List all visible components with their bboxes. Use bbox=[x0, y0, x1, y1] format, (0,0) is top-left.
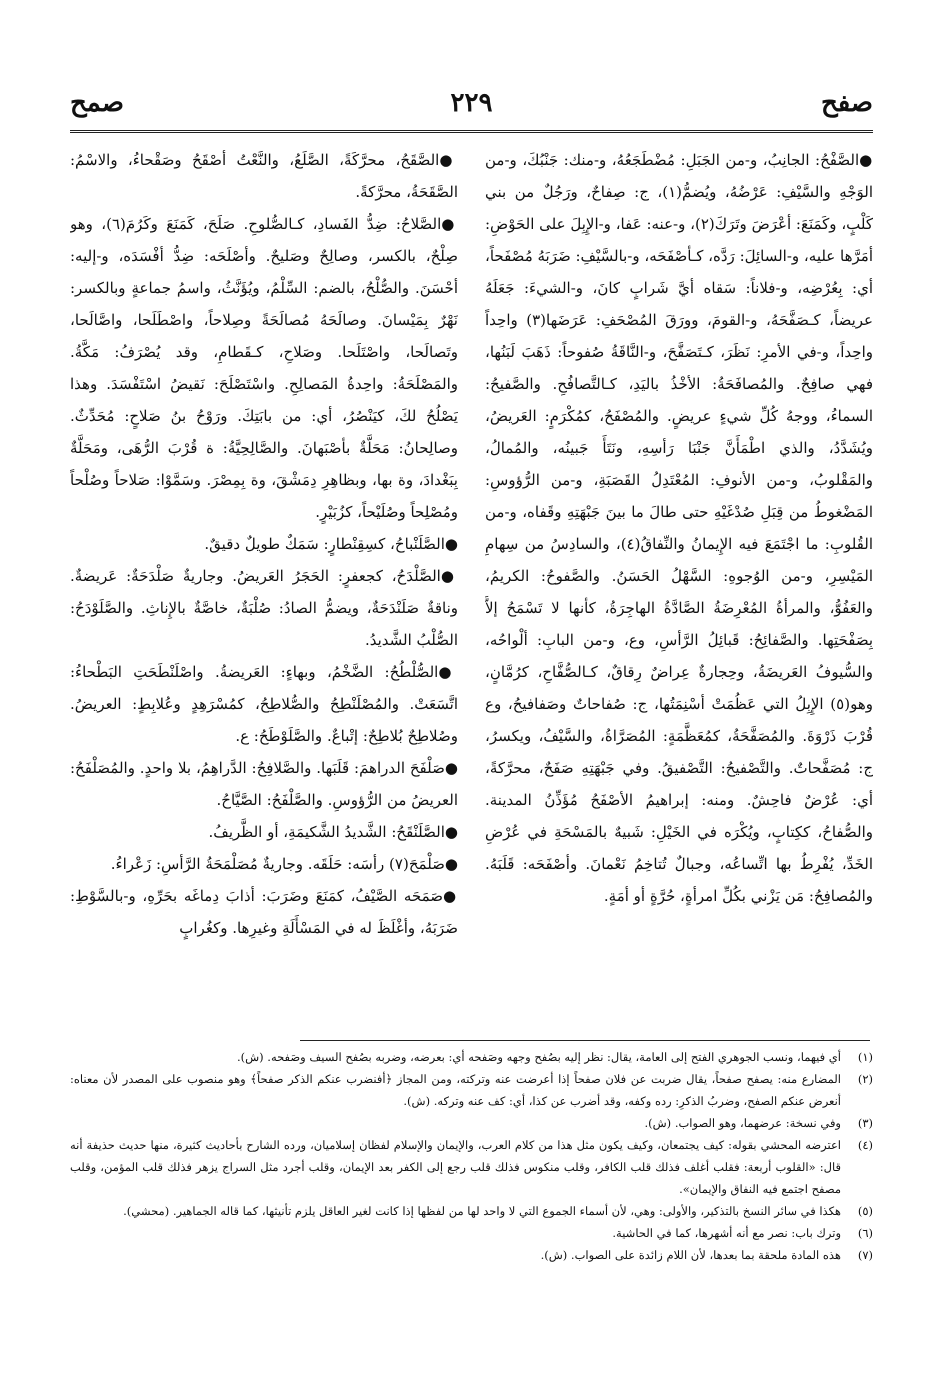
footnote bbox=[70, 1200, 873, 1222]
footnote-text: هكذا في سائر النسخ بالتذكير، والأولى: وهي، لأن أسماء الجموع التي لا واحد لها من لفظها إذا كانت لغير العاقل يلزم تأنيثها، كما قاله الجماهير. (محشي). bbox=[123, 1204, 841, 1218]
footnote-number: (١) bbox=[857, 1050, 873, 1064]
left-column bbox=[70, 144, 458, 1034]
footnote-number: (٦) bbox=[857, 1226, 873, 1240]
header-keyword-left: صمح bbox=[70, 88, 124, 118]
header-keyword-right: صفح bbox=[820, 88, 873, 118]
footnote-number: (٤) bbox=[857, 1138, 873, 1152]
footnote bbox=[70, 1244, 873, 1266]
footnote-number: (٧) bbox=[857, 1248, 873, 1262]
entry-samah: ●صَمَحَه الصَّيْفُ، كمَنَعَ وضَرَبَ: أذابَ دِماغَه بحَرِّهِ، و-بالسَّوْطِ: ضَرَبَهُ، وأغْلَظَ له في المَسْأَلَةِ وغيرِها. وكغُرابٍ bbox=[70, 887, 458, 937]
entry-sultuh: ●الصُّلْطُحُ: الضَّخْمُ، وبهاءٍ: العَريضةُ. واصْلَنْطَحَتِ البَطْحاءُ: اتَّسَعَتْ. والمُصْلَنْطِحُ والصُّلاطِحُ، كمُسْرَهِدٍ وعُلابِطٍ: العريضُ. وصُلاطِحٌ بُلاطِحٌ: إتْباعٌ. والصَّلَوْطَحُ: ع. bbox=[70, 663, 458, 745]
entry-saldah: ●الصَّلْدَحُ، كجعفرٍ: الحَجَرُ العَريضُ. وجاريةٌ صَلْدَحَةٌ: عَريضةٌ. وناقةٌ صَلَنْدَحَةٌ، ويضمُّ الصادُ: صُلْبَةٌ، خاصَّةٌ بالإِناثِ. والصَّلَوْدَحُ: الصُّلْبُ الشَّديدُ. bbox=[70, 567, 458, 649]
footnote-text: هذه المادة ملحقة بما بعدها، لأن اللام زائدة على الصواب. (ش). bbox=[540, 1248, 841, 1262]
footnote-number: (٣) bbox=[857, 1116, 873, 1130]
footnote-number: (٢) bbox=[857, 1072, 873, 1086]
entry-salah: ●الصَّلاحُ: ضِدُّ الفَسادِ، كـالصُّلوحِ. صَلَحَ، كَمَنَعَ وكَرُمَ(٦)، وهو صِلْحٌ، بالكسر، وصالِحٌ وصَليحٌ. وأصْلَحَه: ضِدُّ أفْسَدَه، و-إليه: أحْسَنَ. والصُّلْحُ، بالضم: السِّلْمُ، ويُؤَنَّثُ، واسمُ جماعةٍ وبالكسر: نَهْرٌ بِمَيْسانَ. وصالَحَهُ مُصالَحَةً وصِلاحاً، واصْطَلَحا، واصَّالَحا، وتَصالَحا، واصْتَلَحا. وصَلاحِ، كـقَطامِ، وقد يُصْرَفُ: مَكَّةُ. والمَصْلَحَةُ: واحِدةُ المَصالِحِ. واسْتَصْلَحَ: نَقيضُ اسْتَفْسَدَ. وهذا يَصْلُحُ لكَ، كيَنْصُرُ، أي: من بابَتِكَ. ورَوْحُ بنُ صَلاحٍ: مُحَدِّثٌ. وصالِحانُ: مَحَلَّةٌ بأصْبَهانَ. والصَّالِحِيَّةُ: ة قُرْبَ الرُّهَى، ومَحَلَّةٌ بِبَغْدادَ، وة بها، وبظاهِرِ دِمَشْقَ، وة بِمِصْرَ. وسَمَّوْا: صَلاحاً وصُلْحاً ومُصْلِحاً وصُلَيْحاً، كزُبَيْرٍ. bbox=[70, 215, 458, 521]
footnote bbox=[70, 1068, 873, 1112]
footnote-text: وترك باب: نصر مع أنه أشهرها، كما في الحاشية. bbox=[612, 1226, 841, 1240]
footnote-text: أي فيهما، ونسب الجوهري الفتح إلى العامة، يقال: نظر إليه بصُفح وجهه وصَفحه أي: بعرضه، وضربه بصُفح السيف وصَفحه. (ش). bbox=[236, 1050, 841, 1064]
footnote bbox=[70, 1222, 873, 1244]
entry-salfah: ●صَلْفَحَ الدراهمَ: قَلَبَها. والصَّلافِحُ: الدَّراهِمُ، بلا واحدٍ. والمُصَلْفَحُ: العريضُ من الرُّؤوسِ. والصَّلْفَحُ: الصَّيَّاحُ. bbox=[70, 759, 458, 809]
right-column bbox=[485, 144, 873, 1034]
entry-safh: ●الصَّفْحُ: الجانِبُ، و-من الجَبَلِ: مُضْطَجَعُهُ، و-منك: جَنْبُكَ، و-من الوَجْهِ والسَّيْفِ: عَرْضُهُ، ويُضمُّ(١)، ج: صِفاحٌ، ورَجُلٌ من بني كَلْبٍ، وكَمَنَعَ: أعْرَضَ وتَرَكَ(٢)، و-عنه: عَفا، و-الإِبِلَ على الحَوْضِ: أمَرَّها عليه، و-السائِلَ: رَدَّه، كـأصْفَحَه، و-بالسَّيْفِ: ضَرَبَهُ مُصْفَحاً، أي: بِعُرْضِه، و-فلاناً: سَقاه أيَّ شَرابٍ كانَ، و-الشيءَ: جَعَلَهُ عريضاً، كـصَفَّحَهُ، و-القومَ، وورَقَ المُصْحَفِ: عَرَضَها(٣) واحِداً واحِداً، و-في الأمرِ: نَظَرَ، كـتَصَفَّحَ، و-النَّاقَةُ صُفوحاً: ذَهَبَ لَبَنُها، فهي صافِحٌ. والمُصافَحَةُ: الأخْذُ باليَدِ، كـالتَّصافُحِ. والصَّفيحُ: السماءُ، ووجهُ كُلِّ شيءٍ عريضٍ. والمُصْفَحُ، كمُكْرَمٍ: العَريضُ، ويُشَدَّدُ، والذي اطْمَأَنَّ جَنْبَا رَأسِهِ، ونَتَأَ جَبينُه، والمُمالُ، والمَقْلوبُ، و-من الأنوفِ: المُعْتَدِلُ القَصَبَةِ، و-من الرُّؤوسِ: المَضْغوطُ من قِبَلِ صُدْغَيْهِ حتى طالَ ما بينَ جَبْهَتِهِ وقَفاه، و-من القُلوبِ: ما اجْتَمَعَ فيه الإِيمانُ والنِّفاقُ(٤)، والسادِسُ من سِهامِ المَيْسِرِ، و-من الوُجوهِ: السَّهْلُ الحَسَنُ. والصَّفوحُ: الكريمُ، والعَفُوُّ، والمرأةُ المُعْرِضَةُ الصَّادَّةُ الهاجِرَةُ، كأنها لا تَسْمَحُ إلاَّ بِصَفْحَتِها. والصَّفائِحُ: قَبائِلُ الرَّأسِ، وع، و-من البابِ: ألْواحُه، والسُّيوفُ العَريضَةُ، وحِجارةٌ عِراضٌ رِقاقٌ، كـالصُّفَّاحِ، كرُمَّانٍ، وهو(٥) الإِبِلُ التي عَظُمَتْ أسْنِمَتُها، ج: صُفاحاتٌ وصَفافيحُ، وع قُرْبَ ذَرْوَةَ. والمُصَفَّحَةُ، كمُعَظَّمَةٍ: المُصَرَّاةُ، والسَّيْفُ، ويكسرُ، ج: مُصَفَّحاتٌ. والتَّصْفيحُ: التَّصْفيقُ. وفي جَبْهَتِهِ صَفَحٌ، محرَّكةً، أي: عُرْضٌ فاحِشٌ. ومنه: إبراهيمُ الأصْفَحُ مُؤَذِّنُ المدينة. والصُّفاحُ، ككِتابٍ، ويُكْرَه في الخَيْلِ: شَبيهٌ بالمَسْحَةِ في عُرْضِ الخَدِّ، يُفْرِطُ بها اتِّساعُه، وجبالٌ تُتاخِمُ نَعْمانَ. وأصْفَحَه: قَلَبَهُ. والمُصافِحُ: مَن يَزْني بكُلِّ امرأةٍ، حُرَّةٍ أو أمَةٍ. bbox=[485, 151, 873, 905]
footnote-number: (٥) bbox=[857, 1204, 873, 1218]
footnote-text: وفي نسخة: عرضهما، وهو الصواب. (ش). bbox=[644, 1116, 841, 1130]
entry-salmah: ●صَلْمَحَ(٧) رأسَه: حَلَقَه. وجاريةٌ مُصَلْمَحَةُ الرَّأسِ: زَعْراءُ. bbox=[110, 855, 458, 873]
entry-saqah: ●الصَّقَحُ، محرَّكَةً، الصَّلَعُ، والنَّعْتُ أصْقَحُ وصَقْحاءُ، والاسْمُ: الصَّقَحَةُ، محرَّكةً. bbox=[70, 151, 458, 201]
footnote bbox=[70, 1134, 873, 1200]
entry-salanqah: ●الصَّلَنْقَحُ: الشَّديدُ الشَّكيمَةِ، أو الظَّريفُ. bbox=[208, 823, 458, 841]
footnote bbox=[70, 1112, 873, 1134]
footnote-text: اعترضه المحشي بقوله: كيف يجتمعان، وكيف يكون مثل هذا من كلام العرب، والإيمان والإسلام لفظان إسلاميان، ورده الشارح بأحاديث كثيرة، منها حديث حذيفة أنه قال: «القلوب أربعة: فقلب أغلف فذلك قلب الكافر، وقلب منكوس فذلك قلب رجع إلى الكفر بعد الإيمان، وقلب أجرد مثل السراج يزهر فذلك قلب المؤمن، وقلب مصفح اجتمع فيه النفاق والإيمان». bbox=[70, 1138, 841, 1196]
footnotes bbox=[70, 1046, 873, 1366]
text-columns bbox=[70, 144, 873, 1034]
footnote bbox=[70, 1046, 873, 1068]
page-number: ٢٢٩ bbox=[450, 88, 493, 118]
footnote-rule bbox=[300, 1040, 870, 1041]
entry-salanbah: ●الصَّلَنْباحُ، كسِقِنْطارٍ: سَمَكٌ طويلٌ دقيقٌ. bbox=[204, 535, 458, 553]
header-rule bbox=[70, 130, 873, 133]
page-header bbox=[70, 88, 873, 128]
footnote-text: المضارع منه: يصفح صفحاً، يقال ضربت عن فلان صفحاً إذا أعرضت عنه وتركته، ومن المجاز ﴿أفنضرب عنكم الذكر صفحاً﴾ وهو منصوب على المصدر لأن معناه: أنعرض عنكم الصفح، وضربُ الذكرِ: رده وكفه، وقد أضرب عن كذا، أي: كف عنه وتركه. (ش). bbox=[70, 1072, 841, 1108]
